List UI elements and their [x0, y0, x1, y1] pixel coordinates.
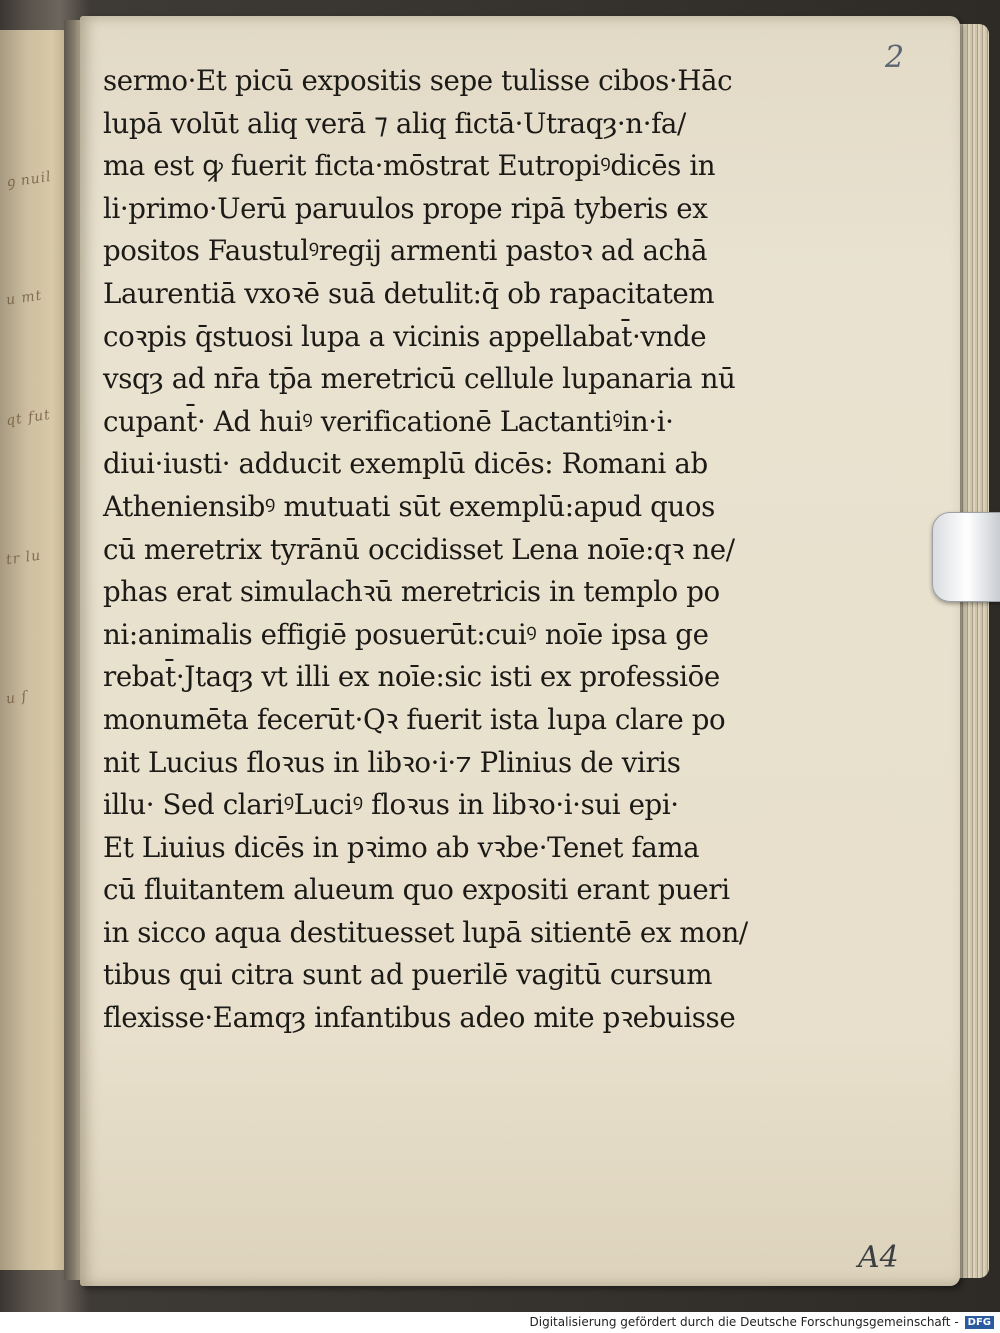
text-line: phas erat simulachꝛū meretricis in templo po: [103, 575, 720, 609]
marginal-handwriting: qt fut: [5, 406, 52, 430]
text-line: lupā volūt aliq verā ⁊ aliq fictā·Utraqȝ·n·fa/: [103, 106, 686, 140]
text-line: diui·iusti· adducit exemplū dicēs: Romani ab: [103, 447, 708, 481]
marginal-handwriting: u mt: [5, 287, 44, 309]
marginal-handwriting: u ſ: [4, 688, 29, 708]
text-line: cū meretrix tyrānū occidisset Lena noīe:qꝛ ne/: [103, 532, 735, 566]
marginal-handwriting: tr lu: [5, 547, 43, 569]
page-edges: [955, 24, 989, 1278]
footer-bar: [0, 1312, 1000, 1333]
dfg-logo: DFG: [965, 1316, 994, 1329]
text-line: tibus qui citra sunt ad puerilē vagitū cursum: [103, 958, 713, 992]
text-line: Atheniensibꝰ mutuati sūt exemplū:apud quos: [103, 489, 715, 523]
text-line: vsqȝ ad nr̄a tp̄a meretricū cellule lupanaria nū: [103, 362, 736, 396]
text-line: coꝛpis q̄stuosi lupa a vicinis appellabat̄·vnde: [103, 319, 707, 353]
text-line: Laurentiā vxoꝛē suā detulit:q̄ ob rapacitatem: [103, 276, 715, 310]
facing-page-edge: [0, 30, 70, 1270]
text-line: in sicco aqua destituesset lupā sitientē ex mon/: [103, 915, 748, 949]
text-block: [103, 60, 863, 1040]
text-line: rebat̄·Jtaqȝ vt illi ex noīe:sic isti ex professiōe: [103, 660, 720, 694]
text-line: ma est ꝙ fuerit ficta·mōstrat Eutropiꝰdicēs in: [103, 149, 716, 183]
text-line: nit Lucius floꝛus in libꝛo·i·⁊ Plinius de viris: [103, 745, 681, 779]
text-line: cupant̄· Ad huiꝰ verificationē Lactantiꝰin·i·: [103, 404, 674, 438]
text-line: positos Faustulꝰregij armenti pastoꝛ ad achā: [103, 234, 708, 268]
page-clip: [932, 512, 1000, 602]
folio-number: 2: [885, 40, 905, 75]
marginal-handwriting: ꝯ nuil: [5, 168, 53, 192]
text-line: ni:animalis effigiē posuerūt:cuiꝰ noīe ipsa ge: [103, 617, 709, 651]
signature-mark: A4: [858, 1240, 899, 1275]
text-line: illu· Sed clariꝰLuciꝰ floꝛus in libꝛo·i·sui epi·: [103, 788, 679, 822]
text-line: sermo·Et picū expositis sepe tulisse cibos·Hāc: [103, 64, 733, 97]
footer-credit: Digitalisierung gefördert durch die Deutsche Forschungsgemeinschaft -: [529, 1315, 959, 1329]
text-line: Et Liuius dicēs in pꝛimo ab vꝛbe·Tenet fama: [103, 830, 700, 864]
text-line: monumēta fecerūt·Qꝛ fuerit ista lupa clare po: [103, 702, 726, 736]
text-line: flexisse·Eamqȝ infantibus adeo mite pꝛebuisse: [103, 1001, 736, 1035]
text-line: cū fluitantem alueum quo expositi erant pueri: [103, 873, 730, 907]
text-line: li·primo·Uerū paruulos prope ripā tyberis ex: [103, 191, 708, 225]
